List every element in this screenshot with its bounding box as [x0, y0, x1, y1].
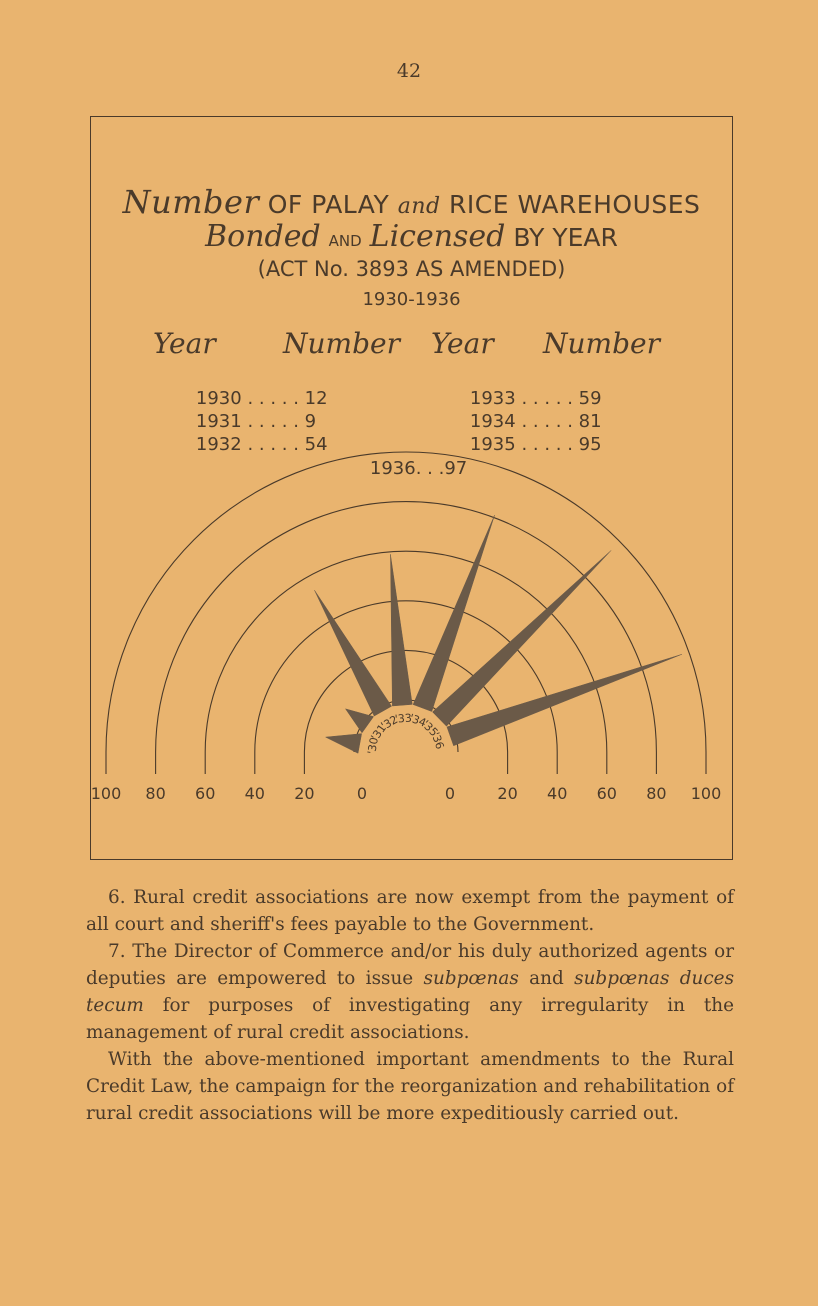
scale-label-left: 20 — [294, 784, 315, 803]
row-dots: . . . . . — [247, 434, 299, 455]
row-year: 1936 — [369, 458, 416, 479]
title-script-number: Number — [122, 183, 260, 221]
title-by-year: BY YEAR — [513, 223, 618, 252]
paragraph-8: With the above-mentioned important amendments to the Rural Credit Law, the campaign for the reorganization and rehabilitation of rural credit associations will be more expeditiously carried out. — [86, 1049, 734, 1124]
spike-1935 — [432, 550, 611, 726]
p7-text-c: for purposes of investigating any irregularity in the management of rural credit associations. — [86, 995, 734, 1043]
row-year: 1932 — [195, 434, 242, 455]
scale-label-right: 40 — [547, 784, 568, 803]
p7-emphasis-2: subpœnas duces tecum — [86, 968, 735, 1016]
scale-label-left: 0 — [356, 784, 368, 803]
scale-label-right: 100 — [690, 784, 722, 803]
row-year: 1930 — [195, 388, 242, 409]
chart-title-line-3: (ACT No. 3893 AS AMENDED) — [257, 257, 566, 281]
row-dots: . . . . . — [521, 388, 573, 409]
row-dots: . . . . . — [521, 411, 573, 432]
radial-chart — [90, 116, 733, 860]
title-script-licensed: Licensed — [369, 219, 506, 254]
paragraph-6: 6. Rural credit associations are now exempt from the payment of all court and sheriff's fees payable to the Government. — [86, 887, 734, 935]
row-value: 9 — [304, 411, 317, 432]
row-value: 97 — [444, 458, 468, 479]
paragraph-7 — [86, 938, 734, 1046]
scale-label-left: 100 — [90, 784, 122, 803]
row-value: 59 — [578, 388, 602, 409]
row-dots: . . . . . — [521, 434, 573, 455]
table-header-year-right: Year — [431, 327, 494, 360]
row-value: 95 — [578, 434, 602, 455]
row-value: 81 — [578, 411, 602, 432]
title-script-bonded: Bonded — [205, 219, 321, 254]
title-and-small: AND — [328, 232, 362, 250]
p7-text-b: and — [518, 968, 575, 989]
table-header-number-right: Number — [543, 327, 660, 360]
spike-1933 — [390, 554, 412, 706]
scale-label-right: 20 — [497, 784, 518, 803]
scale-label-left: 80 — [145, 784, 166, 803]
title-caps-palay: OF PALAY — [267, 190, 390, 219]
spoke-label: '32 — [378, 712, 401, 733]
chart-title-line-4: 1930-1936 — [362, 289, 461, 310]
spoke-label: '30 — [365, 736, 382, 756]
spoke-label: '34 — [407, 711, 428, 730]
row-dots: . . . — [415, 458, 445, 479]
title-script-and: and — [397, 194, 441, 219]
row-value: 54 — [304, 434, 328, 455]
table-header-number-left: Number — [283, 327, 400, 360]
spoke-label: '31 — [368, 721, 389, 744]
scale-label-left: 60 — [195, 784, 216, 803]
table-header-year-left: Year — [153, 327, 216, 360]
spike-1930 — [326, 734, 362, 754]
row-year: 1934 — [469, 411, 516, 432]
scale-label-left: 40 — [244, 784, 265, 803]
spike-1932 — [314, 590, 391, 716]
row-year: 1935 — [469, 434, 516, 455]
title-caps-rice: RICE WAREHOUSES — [449, 190, 701, 219]
scale-ring — [106, 452, 706, 752]
row-year: 1933 — [469, 388, 516, 409]
spoke-label: '36 — [428, 730, 447, 752]
row-value: 12 — [304, 388, 328, 409]
row-dots: . . . . . — [247, 411, 299, 432]
body-text — [86, 884, 734, 1127]
scale-label-right: 0 — [444, 784, 456, 803]
spoke-label: '35 — [419, 717, 441, 740]
page-number: 42 — [396, 60, 422, 82]
scale-label-right: 80 — [646, 784, 667, 803]
p7-text-a: 7. The Director of Commerce and/or his duly authorized agents or deputies are empowered to issue — [86, 941, 734, 989]
row-dots: . . . . . — [247, 388, 299, 409]
scale-label-right: 60 — [596, 784, 617, 803]
p7-emphasis-1: subpœnas — [423, 968, 519, 989]
row-year: 1931 — [195, 411, 242, 432]
spike-1931 — [345, 709, 373, 733]
spoke-label: '33 — [394, 711, 413, 726]
